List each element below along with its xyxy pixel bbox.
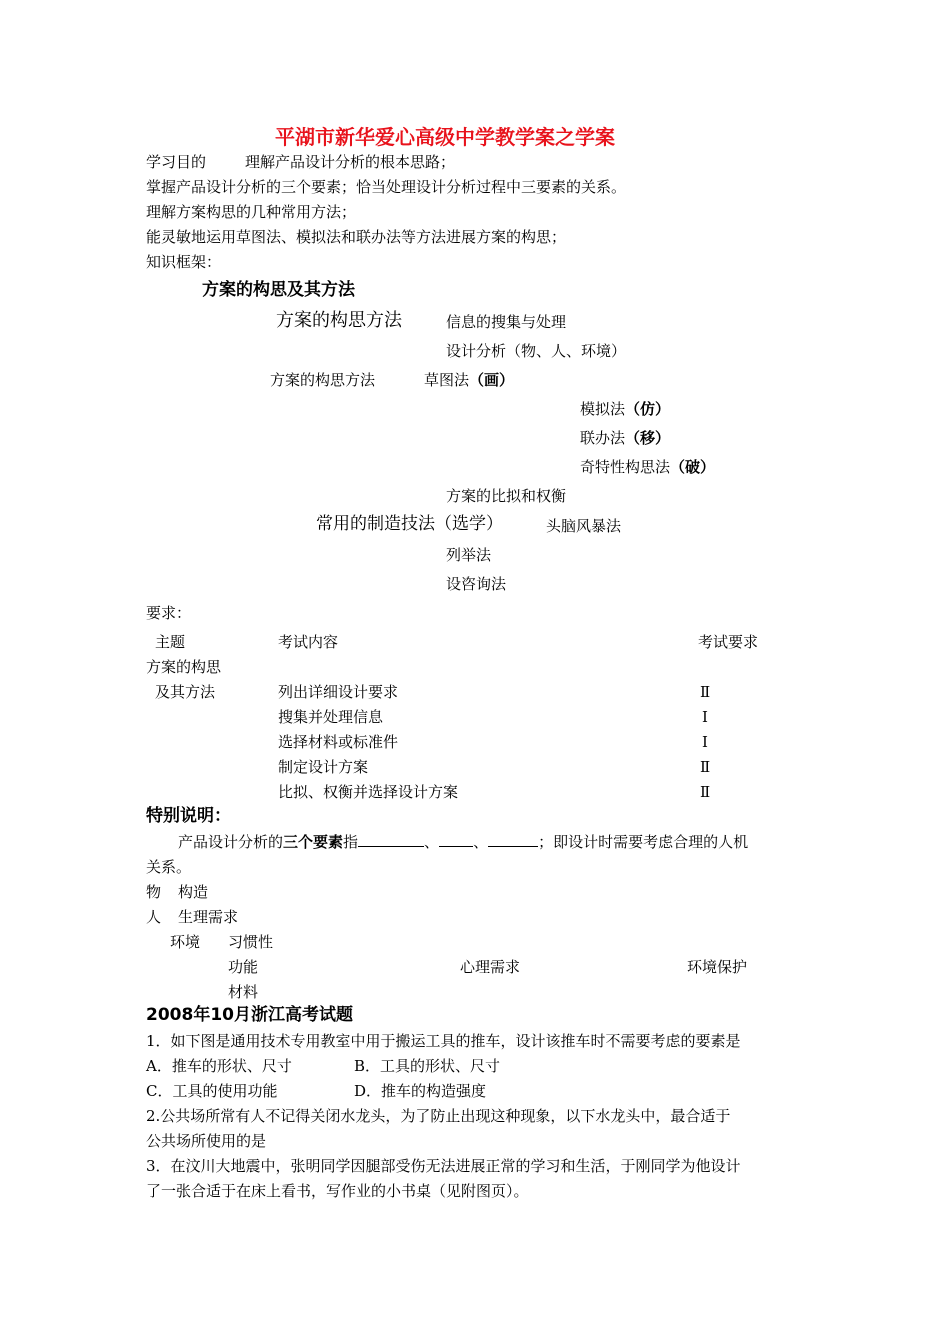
requirements-label: 要求： [146, 604, 192, 622]
req-row-content: 比拟、权衡并选择设计方案 [278, 783, 459, 801]
q1-option-c: C．工具的使用功能 [146, 1082, 278, 1100]
blank-field[interactable] [358, 832, 424, 847]
question-3-line-2: 了一张合适于在床上看书，写作业的小书桌（见附图页）。 [146, 1182, 529, 1200]
framework-heading: 方案的构思及其方法 [202, 280, 355, 300]
exam-heading: 2008年10月浙江高考试题 [146, 1005, 353, 1025]
framework-method: 方案的构思方法 [270, 371, 376, 389]
objective-line-1: 理解产品设计分析的根本思路； [245, 153, 456, 171]
framework-sketch: 草图法（画） [424, 371, 515, 389]
framework-odd: 奇特性构思法（破） [580, 458, 716, 476]
factor-cailiao: 材料 [228, 983, 259, 1001]
framework-common: 常用的制造技法（选学） [316, 514, 503, 534]
q1-option-d: D．推车的构造强度 [354, 1082, 487, 1100]
framework-imitate: 模拟法（仿） [580, 400, 671, 418]
question-3-line-1: 3．在汶川大地震中，张明同学因腿部受伤无法进展正常的学习和生活，于刚同学为他设计 [146, 1157, 741, 1175]
objective-line-4: 能灵敏地运用草图法、模拟法和联办法等方法进展方案的构思； [146, 228, 567, 246]
special-heading: 特别说明： [146, 806, 231, 826]
factor-gongneng: 功能 [228, 958, 259, 976]
factor-huanjing: 环境 [170, 933, 201, 951]
page-title: 平湖市新华爱心高级中学教学案之学案 [275, 125, 615, 149]
blank-field[interactable] [439, 832, 473, 847]
req-row-level: Ⅱ [700, 683, 711, 701]
req-header-level: 考试要求 [698, 633, 759, 651]
objectives-label: 学习目的 [146, 153, 207, 171]
question-2-line-2: 公共场所使用的是 [146, 1132, 267, 1150]
objective-line-2: 掌握产品设计分析的三个要素；恰当处理设计分析过程中三要素的关系。 [146, 178, 627, 196]
framework-ask: 设咨询法 [446, 575, 507, 593]
question-1: 1．如下图是通用技术专用教室中用于搬运工具的推车，设计该推车时不需要考虑的要素是 [146, 1032, 741, 1050]
req-row-content: 选择材料或标准件 [278, 733, 399, 751]
factor-shengli: 生理需求 [178, 908, 239, 926]
blank-field[interactable] [488, 832, 538, 847]
factor-xiguanxing: 习惯性 [228, 933, 274, 951]
req-row-level: Ⅰ [702, 733, 708, 751]
framework-label: 知识框架： [146, 253, 222, 271]
factor-xinli: 心理需求 [460, 958, 521, 976]
req-row-content: 制定设计方案 [278, 758, 369, 776]
framework-analysis: 设计分析（物、人、环境） [446, 342, 627, 360]
req-header-topic: 主题 [155, 633, 186, 651]
framework-brainstorm: 头脑风暴法 [546, 517, 622, 535]
req-row-level: Ⅱ [700, 783, 711, 801]
req-row-content: 搜集并处理信息 [278, 708, 384, 726]
q1-option-b: B．工具的形状、尺寸 [354, 1057, 501, 1075]
req-row-level: Ⅱ [700, 758, 711, 776]
framework-list: 列举法 [446, 546, 492, 564]
factor-huanbao: 环境保护 [687, 958, 748, 976]
framework-link: 联办法（移） [580, 429, 671, 447]
factor-gouzao: 构造 [178, 883, 209, 901]
framework-root: 方案的构思方法 [276, 310, 402, 331]
req-header-content: 考试内容 [278, 633, 339, 651]
req-row-content: 列出详细设计要求 [278, 683, 399, 701]
question-2-line-1: 2.公共场所常有人不记得关闭水龙头，为了防止出现这种现象，以下水龙头中，最合适于 [146, 1107, 731, 1125]
framework-info: 信息的搜集与处理 [446, 313, 567, 331]
factor-ren: 人 [146, 908, 162, 926]
special-text: 产品设计分析的三个要素指 、 、 ；即设计时需要考虑合理的人机 [178, 833, 749, 851]
factor-wu: 物 [146, 883, 162, 901]
framework-compare: 方案的比拟和权衡 [446, 487, 567, 505]
objective-line-3: 理解方案构思的几种常用方法； [146, 203, 357, 221]
special-text-end: 关系。 [146, 858, 192, 876]
q1-option-a: A．推车的形状、尺寸 [146, 1057, 292, 1075]
req-topic-line-1: 方案的构思 [146, 658, 222, 676]
req-row-level: Ⅰ [702, 708, 708, 726]
req-topic-line-2: 及其方法 [155, 683, 216, 701]
